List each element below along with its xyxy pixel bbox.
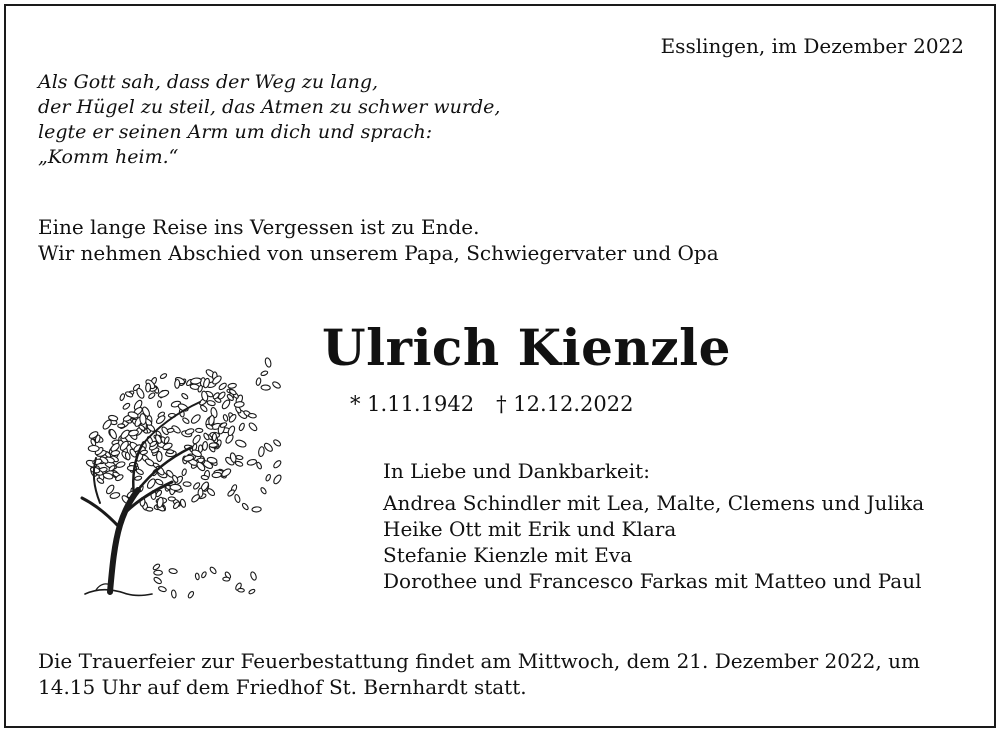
poem-line: legte er seinen Arm um dich und sprach: [38, 121, 433, 143]
death-date: † 12.12.2022 [496, 392, 634, 416]
mourners-heading: In Liebe und Dankbarkeit: [383, 459, 650, 483]
funeral-line: 14.15 Uhr auf dem Friedhof St. Bernhardt statt. [38, 675, 527, 699]
funeral-line: Die Trauerfeier zur Feuerbestattung findet am Mittwoch, dem 21. Dezember 2022, um [38, 649, 920, 673]
deceased-name: Ulrich Kienzle [322, 318, 731, 377]
poem-line: Als Gott sah, dass der Weg zu lang, [38, 71, 379, 93]
poem-line: „Komm heim.“ [38, 146, 179, 168]
mourners [383, 458, 924, 594]
mourner-line: Andrea Schindler mit Lea, Malte, Clemens und Julika [383, 491, 925, 515]
windblown-tree-icon [60, 340, 285, 610]
intro-line: Wir nehmen Abschied von unserem Papa, Schwiegervater und Opa [38, 241, 719, 265]
mourner-line: Stefanie Kienzle mit Eva [383, 543, 633, 567]
intro-text [38, 214, 719, 266]
mourner-line: Heike Ott mit Erik und Klara [383, 517, 677, 541]
poem-line: der Hügel zu steil, das Atmen zu schwer wurde, [38, 96, 501, 118]
place-date: Esslingen, im Dezember 2022 [660, 34, 964, 58]
funeral-notice [38, 648, 920, 700]
poem [38, 70, 500, 170]
life-dates [350, 390, 633, 418]
intro-line: Eine lange Reise ins Vergessen ist zu Ende. [38, 215, 480, 239]
birth-date: * 1.11.1942 [350, 392, 475, 416]
mourner-line: Dorothee und Francesco Farkas mit Matteo und Paul [383, 569, 922, 593]
